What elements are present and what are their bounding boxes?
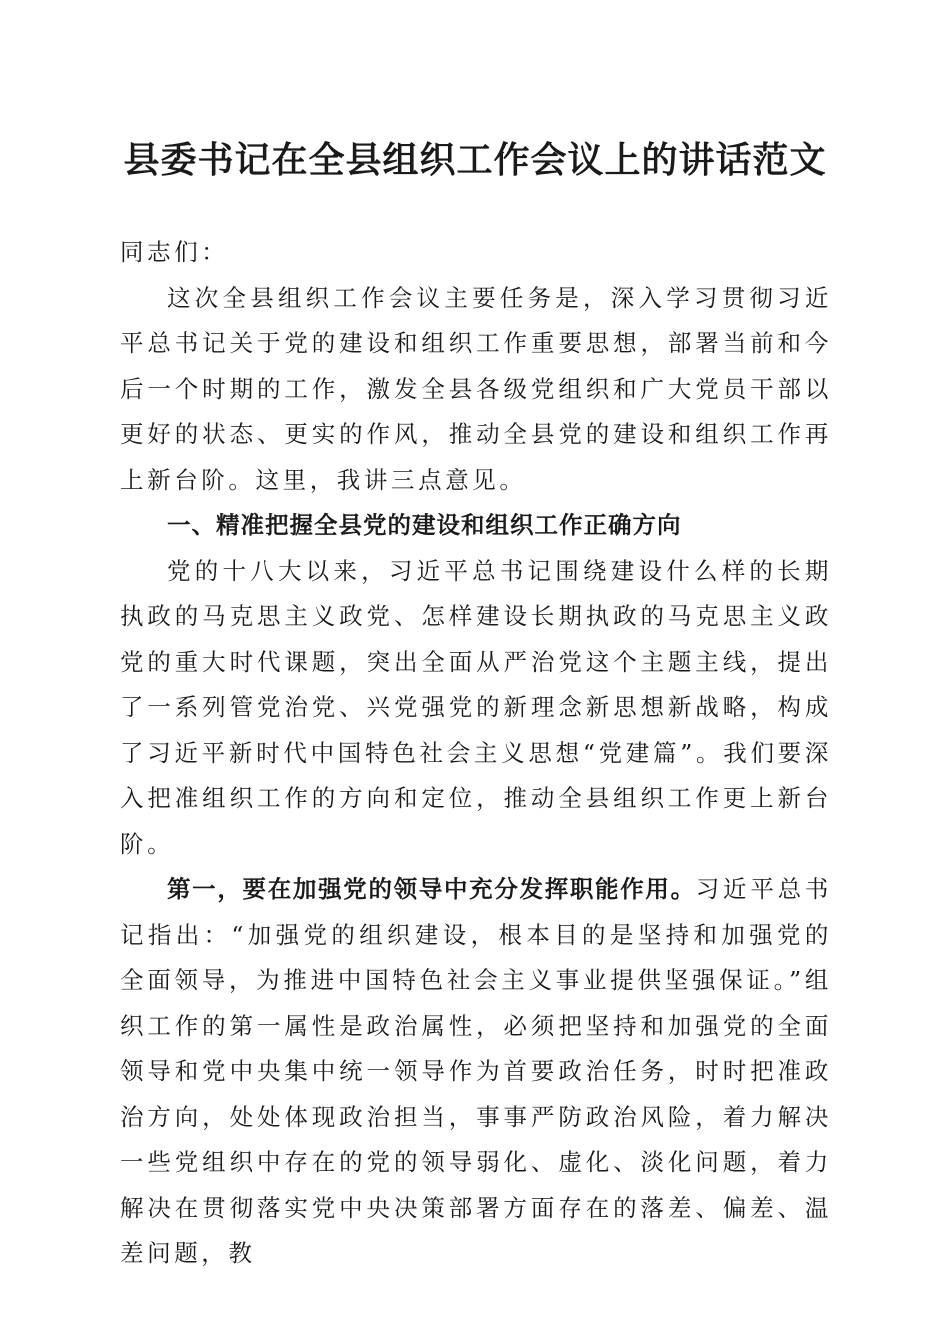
document-body bbox=[120, 230, 832, 1277]
point-1-paragraph bbox=[120, 867, 832, 1277]
document-title: 县委书记在全县组织工作会议上的讲话范文 bbox=[123, 139, 827, 181]
point-1-lead: 第一，要在加强党的领导中充分发挥职能作用。 bbox=[167, 875, 696, 903]
salutation: 同志们： bbox=[120, 238, 229, 266]
section-heading-1: 一、精准把握全县党的建设和组织工作正确方向 bbox=[167, 511, 682, 539]
point-1-text: 习近平总书记指出：“加强党的组织建设，根本目的是坚持和加强党的全面领导，为推进中国特色社会主义事业提供坚强保证。”组织工作的第一属性是政治属性，必须把坚持和加强党的全面领导和党中央集中统一领导作为首要政治任务，时时把准政治方向，处处体现政治担当，事事严防政治风险，着力解决一些党组织中存在的党的领导弱化、虚化、淡化问题，着力解决在贯彻落实党中央决策部署方面存在的落差、偏差、温差问题，教 bbox=[120, 875, 833, 1267]
intro-paragraph: 这次全县组织工作会议主要任务是，深入学习贯彻习近平总书记关于党的建设和组织工作重要思想，部署当前和今后一个时期的工作，激发全县各级党组织和广大党员干部以更好的状态、更实的作风，推动全县党的建设和组织工作再上新台阶。这里，我讲三点意见。 bbox=[120, 283, 832, 494]
section-1-paragraph: 党的十八大以来，习近平总书记围绕建设什么样的长期执政的马克思主义政党、怎样建设长期执政的马克思主义政党的重大时代课题，突出全面从严治党这个主题主线，提出了一系列管党治党、兴党强党的新理念新思想新战略，构成了习近平新时代中国特色社会主义思想“党建篇”。我们要深入把准组织工作的方向和定位，推动全县组织工作更上新台阶。 bbox=[120, 556, 832, 858]
